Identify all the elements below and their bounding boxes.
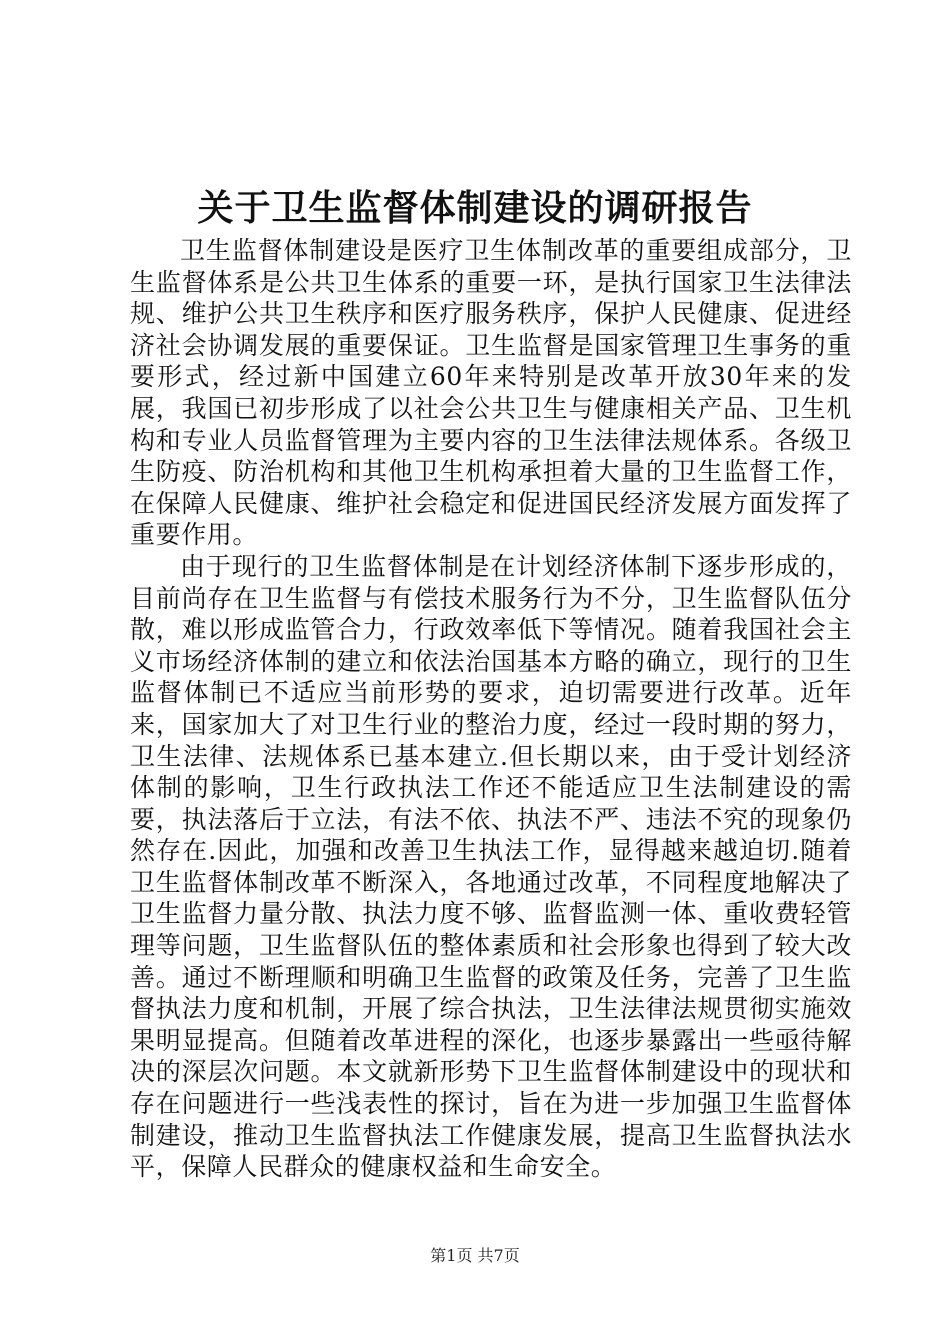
paragraph-intro: 卫生监督体制建设是医疗卫生体制改革的重要组成部分，卫生监督体系是公共卫生体系的重要一环，是执行国家卫生法律法规、维护公共卫生秩序和医疗服务秩序，保护人民健康、促进经济社会协调发展的重要保证。卫生监督是国家管理卫生事务的重要形式，经过新中国建立60年来特别是改革开放30年来的发展，我国已初步形成了以社会公共卫生与健康相关产品、卫生机构和专业人员监督管理为主要内容的卫生法律法规体系。各级卫生防疫、防治机构和其他卫生机构承担着大量的卫生监督工作，在保障人民健康、维护社会稳定和促进国民经济发展方面发挥了重要作用。	[130, 236, 852, 550]
paragraph-background: 由于现行的卫生监督体制是在计划经济体制下逐步形成的，目前尚存在卫生监督与有偿技术服务行为不分，卫生监督队伍分散，难以形成监管合力，行政效率低下等情况。随着我国社会主义市场经济体制的建立和依法治国基本方略的确立，现行的卫生监督体制已不适应当前形势的要求，迫切需要进行改革。近年来，国家加大了对卫生行业的整治力度，经过一段时期的努力，卫生法律、法规体系已基本建立.但长期以来，由于受计划经济体制的影响，卫生行政执法工作还不能适应卫生法制建设的需要，执法落后于立法，有法不依、执法不严、违法不究的现象仍然存在.因此，加强和改善卫生执法工作，显得越来越迫切.随着卫生监督体制改革不断深入，各地通过改革，不同程度地解决了卫生监督力量分散、执法力度不够、监督监测一体、重收费轻管理等问题，卫生监督队伍的整体素质和社会形象也得到了较大改善。通过不断理顺和明确卫生监督的政策及任务，完善了卫生监督执法力度和机制，开展了综合执法，卫生法律法规贯彻实施效果明显提高。但随着改革进程的深化，也逐步暴露出一些亟待解决的深层次问题。本文就新形势下卫生监督体制建设中的现状和存在问题进行一些浅表性的探讨，旨在为进一步加强卫生监督体制建设，推动卫生监督执法工作健康发展，提高卫生监督执法水平，保障人民群众的健康权益和生命安全。	[130, 551, 852, 1182]
page-number-footer: 第1页 共7页	[430, 1246, 520, 1265]
document-title: 关于卫生监督体制建设的调研报告	[197, 187, 753, 229]
document-body	[130, 235, 852, 1183]
